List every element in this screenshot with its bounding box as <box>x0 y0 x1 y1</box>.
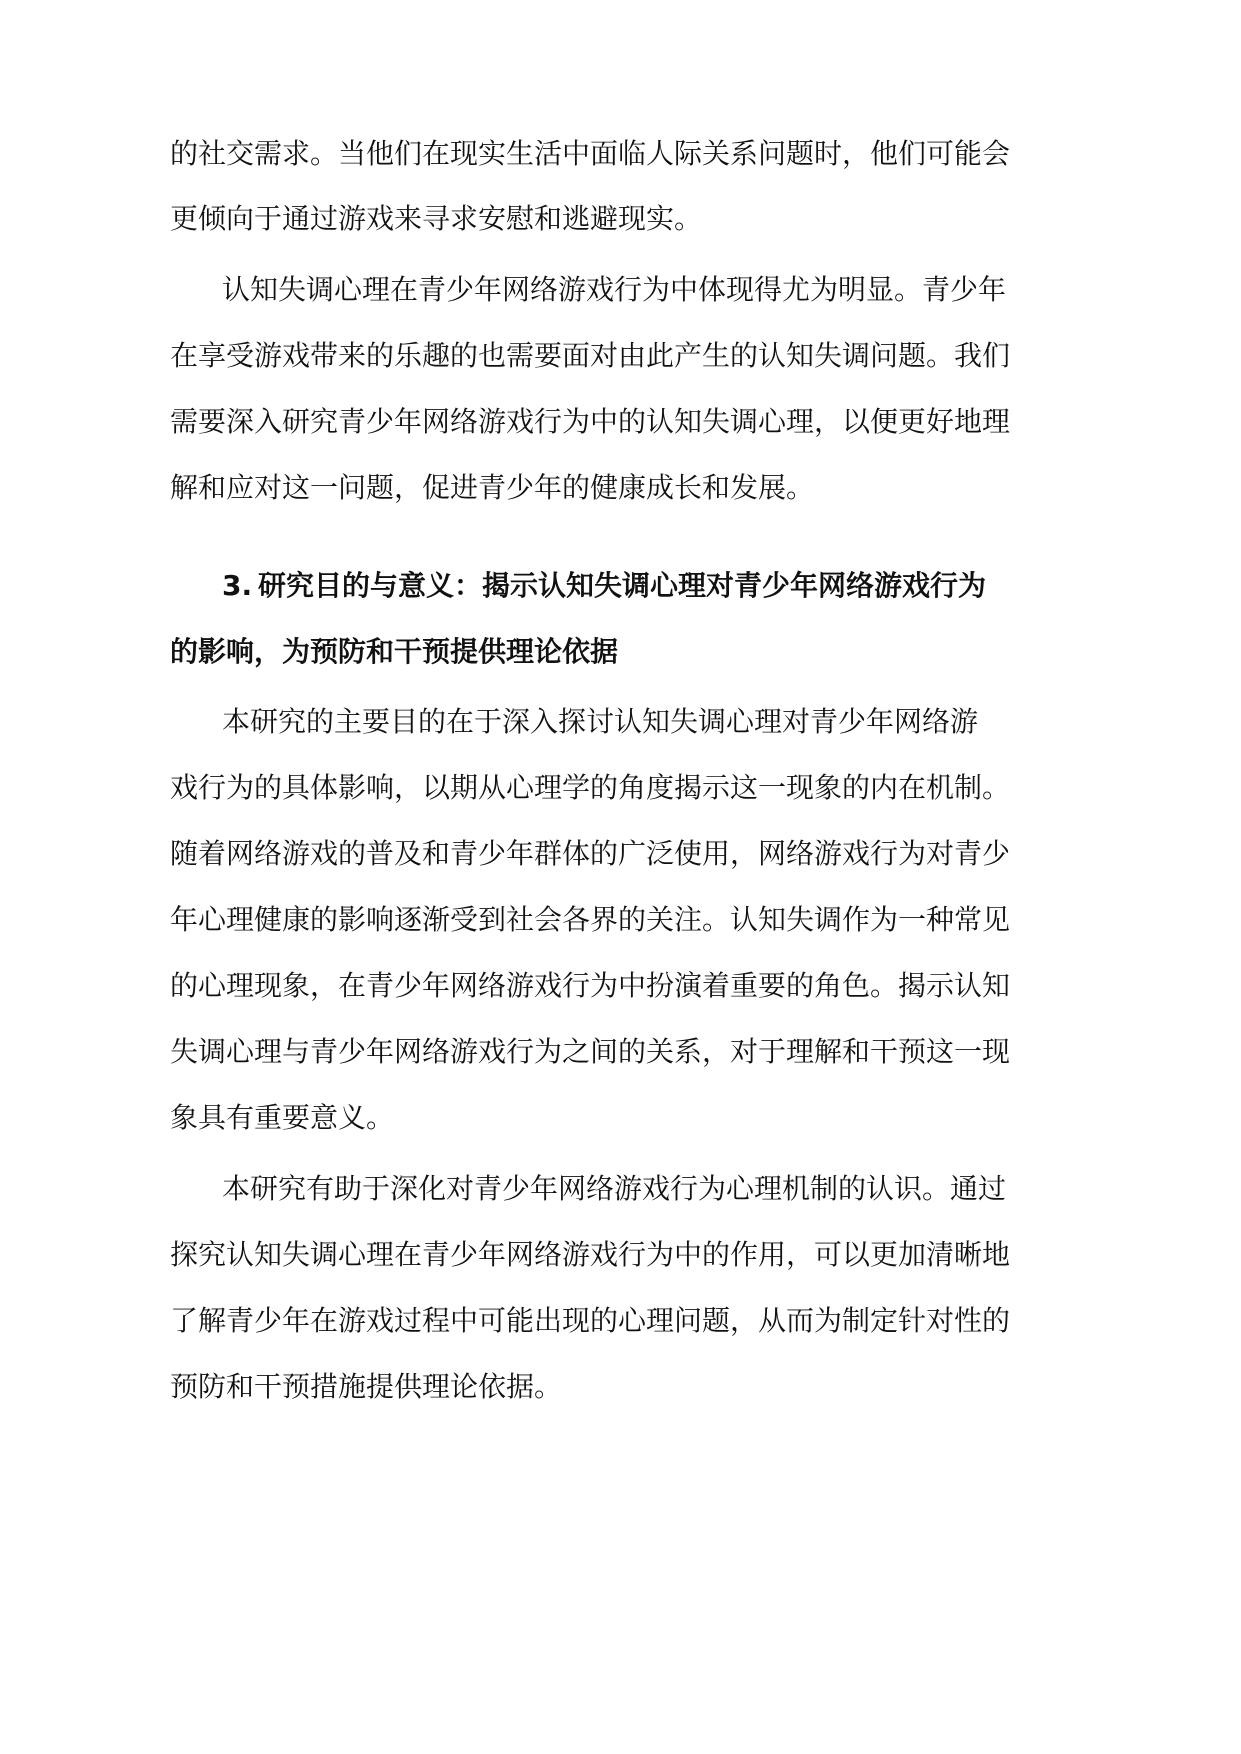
text-line: 的心理现象，在青少年网络游戏行为中扮演着重要的角色。揭示认知 <box>170 969 1011 1002</box>
text-line: 本研究的主要目的在于深入探讨认知失调心理对青少年网络游 <box>222 705 979 738</box>
text-line: 在享受游戏带来的乐趣的也需要面对由此产生的认知失调问题。我们 <box>170 339 1011 372</box>
text-line: 解和应对这一问题，促进青少年的健康成长和发展。 <box>170 471 815 504</box>
text-line: 探究认知失调心理在青少年网络游戏行为中的作用，可以更加清晰地 <box>170 1238 1011 1271</box>
text-line: 了解青少年在游戏过程中可能出现的心理问题，从而为制定针对性的 <box>170 1304 1011 1337</box>
text-line: 戏行为的具体影响，以期从心理学的角度揭示这一现象的内在机制。 <box>170 771 1011 804</box>
section-number: 3. <box>222 569 253 602</box>
text-line: 更倾向于通过游戏来寻求安慰和逃避现实。 <box>170 202 703 235</box>
text-line: 年心理健康的影响逐渐受到社会各界的关注。认知失调作为一种常见 <box>170 903 1011 936</box>
text-line: 象具有重要意义。 <box>170 1101 395 1134</box>
text-line: 本研究有助于深化对青少年网络游戏行为心理机制的认识。通过 <box>222 1172 1007 1205</box>
text-line: 需要深入研究青少年网络游戏行为中的认知失调心理，以便更好地理 <box>170 405 1011 438</box>
section-heading-line: 的影响，为预防和干预提供理论依据 <box>170 635 619 668</box>
text-line: 预防和干预措施提供理论依据。 <box>170 1370 563 1403</box>
section-heading-line: 研究目的与意义：揭示认知失调心理对青少年网络游戏行为 <box>258 569 987 602</box>
text-line: 随着网络游戏的普及和青少年群体的广泛使用，网络游戏行为对青少 <box>170 837 1011 870</box>
text-line: 失调心理与青少年网络游戏行为之间的关系，对于理解和干预这一现 <box>170 1035 1011 1068</box>
text-line: 的社交需求。当他们在现实生活中面临人际关系问题时，他们可能会 <box>170 137 1011 170</box>
text-line: 认知失调心理在青少年网络游戏行为中体现得尤为明显。青少年 <box>222 273 1007 306</box>
